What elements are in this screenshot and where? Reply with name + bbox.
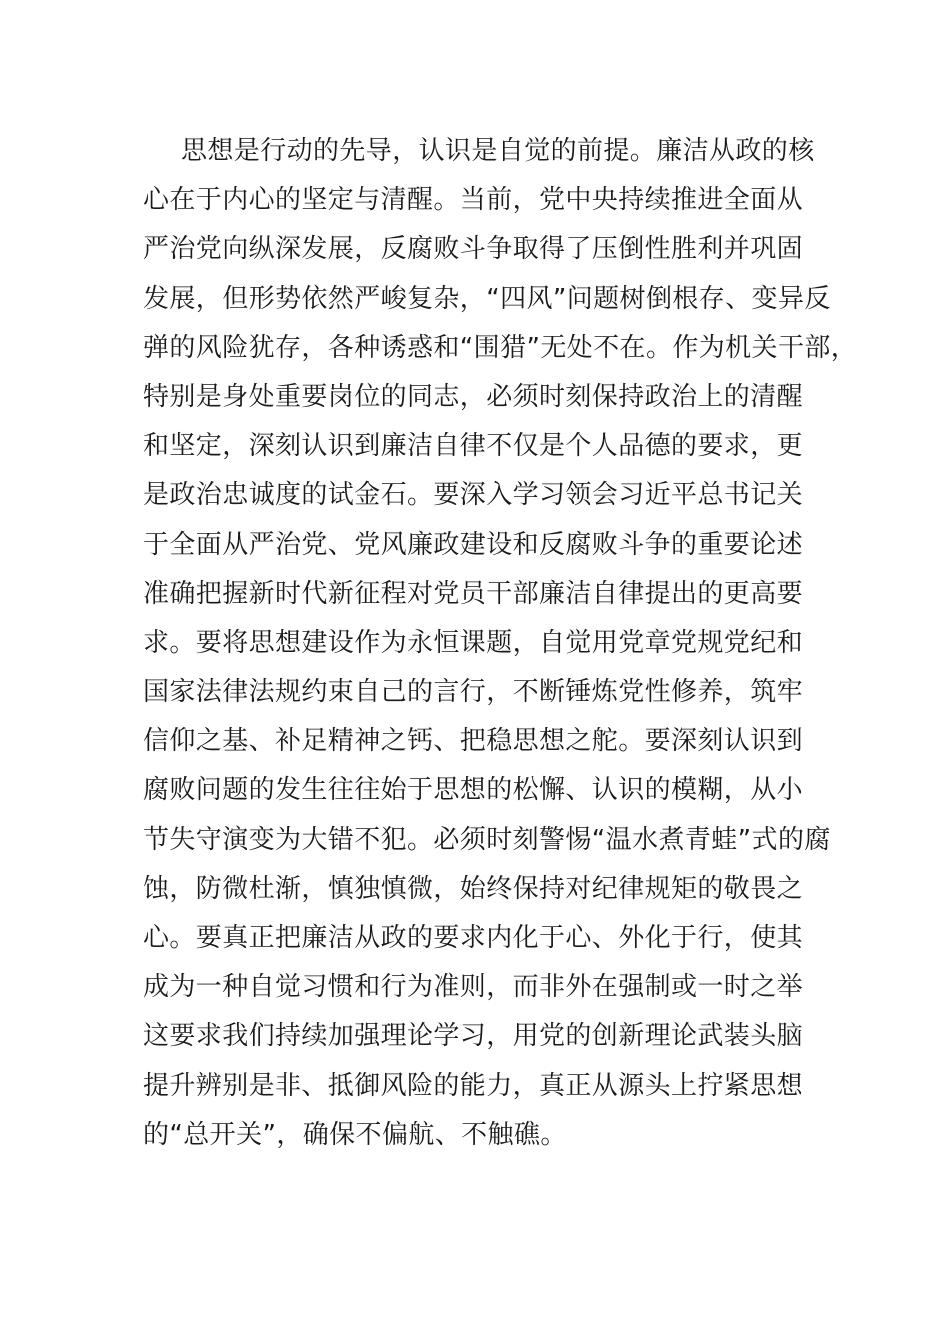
paragraph-line: 求。要将思想建设作为永恒课题，自觉用党章党规党纪和 bbox=[143, 627, 804, 658]
paragraph-line: 和坚定，深刻认识到廉洁自律不仅是个人品德的要求，更 bbox=[143, 431, 804, 462]
paragraph-line: 成为一种自觉习惯和行为准则，而非外在强制或一时之举 bbox=[143, 972, 804, 1003]
paragraph-line: 腐败问题的发生往往始于思想的松懈、认识的模糊，从小 bbox=[143, 775, 804, 806]
paragraph-line: 的“总开关”，确保不偏航、不触礁。 bbox=[143, 1119, 567, 1150]
paragraph-line: 提升辨别是非、抵御风险的能力，真正从源头上拧紧思想 bbox=[143, 1070, 804, 1101]
paragraph-line: 国家法律法规约束自己的言行，不断锤炼党性修养，筑牢 bbox=[143, 677, 804, 708]
paragraph-line: 严治党向纵深发展，反腐败斗争取得了压倒性胜利并巩固 bbox=[143, 234, 804, 265]
paragraph-line: 节失守演变为大错不犯。必须时刻警惕“温水煮青蛙”式的腐 bbox=[143, 824, 831, 855]
paragraph-line: 准确把握新时代新征程对党员干部廉洁自律提出的更高要 bbox=[143, 578, 804, 609]
paragraph-line: 心在于内心的坚定与清醒。当前，党中央持续推进全面从 bbox=[143, 185, 804, 216]
paragraph-line: 信仰之基、补足精神之钙、把稳思想之舵。要深刻认识到 bbox=[143, 726, 804, 757]
paragraph-line: 思想是行动的先导，认识是自觉的前提。廉洁从政的核 bbox=[181, 136, 815, 166]
paragraph-line: 心。要真正把廉洁从政的要求内化于心、外化于行，使其 bbox=[143, 923, 804, 953]
paragraph-line: 于全面从严治党、党风廉政建设和反腐败斗争的重要论述 bbox=[143, 529, 804, 560]
paragraph-line: 这要求我们持续加强理论学习，用党的创新理论武装头脑 bbox=[143, 1021, 804, 1052]
paragraph-line: 蚀，防微杜渐，慎独慎微，始终保持对纪律规矩的敬畏之 bbox=[143, 873, 804, 904]
paragraph-line: 特别是身处重要岗位的同志，必须时刻保持政治上的清醒 bbox=[143, 381, 804, 412]
paragraph-line: 弹的风险犹存，各种诱惑和“围猎”无处不在。作为机关干部， bbox=[143, 332, 858, 363]
paragraph-line: 是政治忠诚度的试金石。要深入学习领会习近平总书记关 bbox=[143, 480, 804, 511]
body-paragraph bbox=[143, 127, 858, 1160]
paragraph-line: 发展，但形势依然严峻复杂，“四风”问题树倒根存、变异反 bbox=[143, 283, 831, 314]
